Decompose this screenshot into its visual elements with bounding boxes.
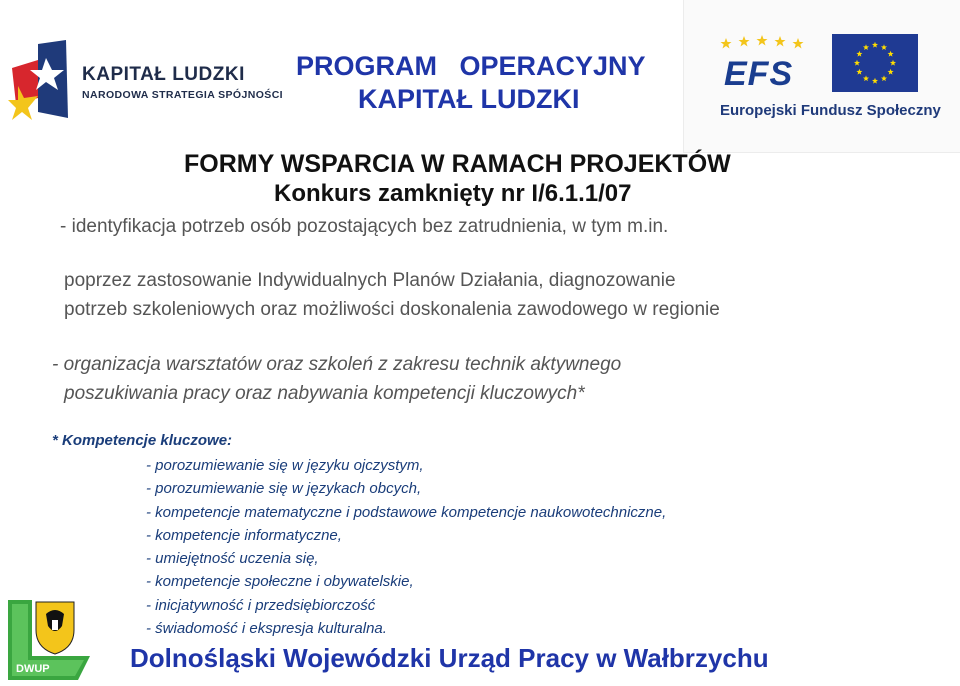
dwup-logo-icon [2, 596, 112, 686]
paragraph-1-line-1: - identyfikacja potrzeb osób pozostających bez zatrudnienia, w tym m.in. [60, 216, 669, 237]
paragraph-1-line-2: poprzez zastosowanie Indywidualnych Planów Działania, diagnozowanie [64, 270, 676, 291]
kapital-ludzki-logo-text: KAPITAŁ LUDZKI [82, 64, 245, 85]
eu-flag-icon [832, 34, 918, 92]
list-item: - umiejętność uczenia się, [146, 550, 319, 568]
list-item: - porozumiewanie się w języku ojczystym, [146, 457, 424, 474]
program-title [296, 50, 646, 116]
program-title-line1: PROGRAM OPERACYJNY [296, 51, 646, 81]
list-item: - kompetencje matematyczne i podstawowe kompetencje naukowotechniczne, [146, 503, 667, 521]
page-title: FORMY WSPARCIA W RAMACH PROJEKTÓW [184, 150, 731, 178]
list-item: - inicjatywność i przedsiębiorczość [146, 596, 376, 614]
list-item: - kompetencje społeczne i obywatelskie, [146, 573, 414, 591]
competencies-title: * Kompetencje kluczowe: [52, 432, 233, 449]
list-item: - świadomość i ekspresja kulturalna. [146, 620, 387, 638]
list-item: - porozumiewanie się w językach obcych, [146, 480, 422, 498]
footer-institution-name: Dolnośląski Wojewódzki Urząd Pracy w Wałbrzychu [130, 643, 769, 673]
kapital-ludzki-emblem-icon [8, 38, 88, 122]
list-item: - kompetencje informatyczne, [146, 526, 342, 544]
program-title-line2: KAPITAŁ LUDZKI [358, 84, 580, 114]
kapital-ludzki-logo-subtext: NARODOWA STRATEGIA SPÓJNOŚCI [82, 89, 283, 101]
efs-stars-icon [720, 34, 810, 54]
efs-logo-text: EFS [724, 55, 794, 93]
competencies-list [146, 454, 666, 640]
paragraph-1-line-3: potrzeb szkoleniowych oraz możliwości doskonalenia zawodowego w regionie [64, 299, 720, 320]
page-subtitle: Konkurs zamknięty nr I/6.1.1/07 [274, 180, 632, 207]
paragraph-2-line-1: - organizacja warsztatów oraz szkoleń z zakresu technik aktywnego [52, 354, 622, 375]
paragraph-2-line-2: poszukiwania pracy oraz nabywania kompetencji kluczowych* [64, 383, 585, 404]
dwup-label: DWUP [16, 663, 50, 675]
efs-caption: Europejski Fundusz Społeczny [720, 102, 941, 119]
